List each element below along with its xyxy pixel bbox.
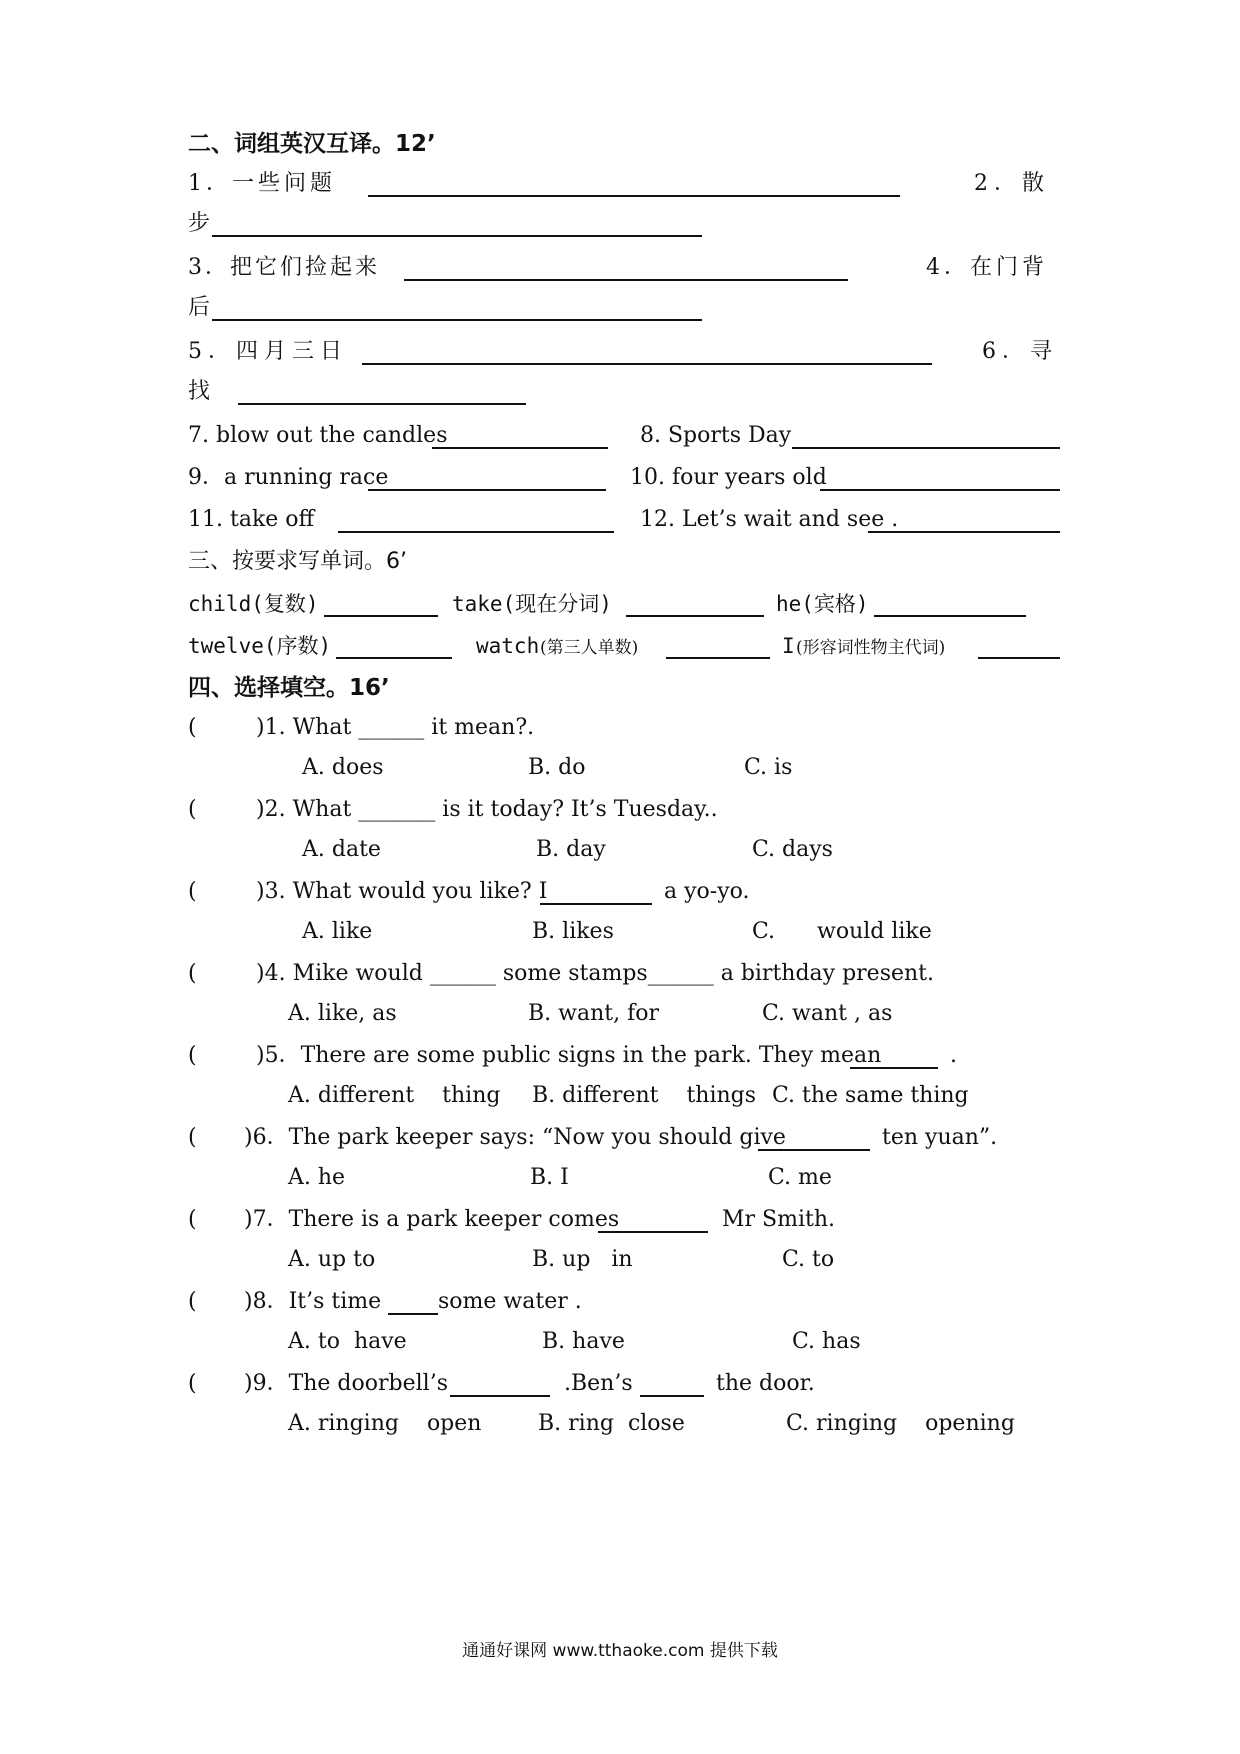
section4-title: 四、选择填空。16’ <box>188 675 390 701</box>
answer-blank-7[interactable] <box>432 447 608 449</box>
q7-text-end: Mr Smith. <box>722 1207 836 1232</box>
q1-option-a[interactable]: A. does <box>302 755 384 780</box>
q6-blank[interactable] <box>758 1149 870 1151</box>
s2-row-6 <box>188 372 1060 412</box>
answer-blank-watch[interactable] <box>666 657 770 659</box>
q7-blank[interactable] <box>598 1231 708 1233</box>
q4-options <box>188 994 1060 1034</box>
q8-options <box>188 1322 1060 1362</box>
question-9 <box>188 1364 1060 1404</box>
q1-options <box>188 748 1060 788</box>
item-10-text: 10. four years old <box>630 465 827 490</box>
s2-row-3 <box>188 248 1060 288</box>
question-3 <box>188 872 1060 912</box>
section2-title: 二、词组英汉互译。12’ <box>188 131 436 157</box>
q7-text: )7．There is a park keeper comes <box>244 1207 620 1232</box>
q4-option-b[interactable]: B. want, for <box>528 1001 660 1026</box>
q9-blank-2[interactable] <box>640 1395 704 1397</box>
question-1 <box>188 708 1060 748</box>
word-i-hint: (形容词性物主代词) <box>796 638 946 658</box>
q9-blank-1[interactable] <box>450 1395 550 1397</box>
q7-option-c[interactable]: C. to <box>782 1247 835 1272</box>
s2-row-5 <box>188 332 1060 372</box>
q6-option-a[interactable]: A. he <box>288 1165 346 1190</box>
question-4 <box>188 954 1060 994</box>
q2-option-c[interactable]: C. days <box>752 837 833 862</box>
q6-paren: ( <box>188 1125 197 1150</box>
question-7 <box>188 1200 1060 1240</box>
word-watch: watch <box>476 634 540 658</box>
answer-blank-2[interactable] <box>212 235 702 237</box>
item-4-text: 4．在门背 <box>926 255 1048 280</box>
q3-option-c[interactable]: C. would like <box>752 919 932 944</box>
q9-option-b[interactable]: B. ring close <box>538 1411 685 1436</box>
item-1-text: 1．一些问题 <box>188 171 336 196</box>
question-8 <box>188 1282 1060 1322</box>
answer-blank-take[interactable] <box>626 615 764 617</box>
s2-row-1 <box>188 164 1060 204</box>
q1-option-b[interactable]: B. do <box>528 755 586 780</box>
page-footer: 通通好课网 www.tthaoke.com 提供下载 <box>462 1641 778 1661</box>
q2-option-b[interactable]: B. day <box>536 837 606 862</box>
q8-text: )8．It’s time <box>244 1289 382 1314</box>
q6-option-c[interactable]: C. me <box>768 1165 832 1190</box>
s2-row-7 <box>188 416 1060 456</box>
answer-blank-twelve[interactable] <box>336 657 452 659</box>
question-2 <box>188 790 1060 830</box>
s2-row-4 <box>188 288 1060 328</box>
q7-option-b[interactable]: B. up in <box>532 1247 633 1272</box>
q6-options <box>188 1158 1060 1198</box>
q2-options <box>188 830 1060 870</box>
s3-row-2 <box>188 626 1060 666</box>
q6-text: )6．The park keeper says: “Now you should give <box>244 1125 786 1150</box>
q2-paren: ( <box>188 797 197 822</box>
q8-paren: ( <box>188 1289 197 1314</box>
q6-text-end: ten yuan”. <box>882 1125 998 1150</box>
q4-paren: ( <box>188 961 197 986</box>
answer-blank-1[interactable] <box>368 195 900 197</box>
word-watch-hint: (第三人单数) <box>540 638 639 658</box>
q9-options <box>188 1404 1060 1444</box>
s2-row-9 <box>188 500 1060 540</box>
q1-option-c[interactable]: C. is <box>744 755 793 780</box>
answer-blank-8[interactable] <box>792 447 1060 449</box>
s2-row-8 <box>188 458 1060 498</box>
q9-text: )9．The doorbell’s <box>244 1371 448 1396</box>
q8-blank[interactable] <box>388 1313 438 1315</box>
q2-option-a[interactable]: A. date <box>302 837 381 862</box>
item-2-text-cont: 步 <box>188 211 211 236</box>
q9-paren: ( <box>188 1371 197 1396</box>
answer-blank-10[interactable] <box>820 489 1060 491</box>
q9-text-mid: .Ben’s <box>564 1371 633 1396</box>
answer-blank-9[interactable] <box>368 489 606 491</box>
answer-blank-11[interactable] <box>338 531 614 533</box>
q3-option-b[interactable]: B. likes <box>532 919 614 944</box>
q5-option-b[interactable]: B. different things <box>532 1083 757 1108</box>
q8-option-a[interactable]: A. to have <box>288 1329 407 1354</box>
answer-blank-6[interactable] <box>238 403 526 405</box>
q4-option-c[interactable]: C. want , as <box>762 1001 893 1026</box>
item-2-text: 2．散 <box>974 171 1050 196</box>
q1-paren: ( <box>188 715 197 740</box>
q5-text-end: . <box>950 1043 957 1068</box>
word-he: he(宾格) <box>776 592 869 616</box>
answer-blank-12[interactable] <box>868 531 1060 533</box>
item-6-text-cont: 找 <box>188 379 211 404</box>
item-7-text: 7. blow out the candles <box>188 423 448 448</box>
word-take: take(现在分词) <box>452 592 612 616</box>
q8-option-b[interactable]: B. have <box>542 1329 625 1354</box>
item-3-text: 3．把它们捡起来 <box>188 255 380 280</box>
q3-option-a[interactable]: A. like <box>302 919 373 944</box>
section3-title: 三、按要求写单词。6’ <box>188 549 407 574</box>
item-6-text: 6．寻 <box>982 339 1058 364</box>
s2-row-2 <box>188 204 1060 244</box>
word-twelve: twelve(序数) <box>188 634 332 658</box>
item-5-text: 5．四月三日 <box>188 339 348 364</box>
q9-option-a[interactable]: A. ringing open <box>288 1411 482 1436</box>
item-9-text: 9．a running race <box>188 465 389 490</box>
question-5 <box>188 1036 1060 1076</box>
question-6 <box>188 1118 1060 1158</box>
q7-option-a[interactable]: A. up to <box>288 1247 376 1272</box>
q7-paren: ( <box>188 1207 197 1232</box>
word-i: I <box>782 634 795 658</box>
item-4-text-cont: 后 <box>188 295 211 320</box>
item-8-text: 8. Sports Day <box>640 423 792 448</box>
q1-text: )1. What ______ it mean?. <box>256 715 535 740</box>
q5-blank[interactable] <box>850 1067 938 1069</box>
q3-text-end: a yo-yo. <box>664 879 750 904</box>
q5-paren: ( <box>188 1043 197 1068</box>
q2-text: )2. What _______ is it today? It’s Tuesday.. <box>256 797 718 822</box>
q8-text-end: some water . <box>438 1289 582 1314</box>
item-12-text: 12. Let’s wait and see . <box>640 507 899 532</box>
q7-options <box>188 1240 1060 1280</box>
answer-blank-4[interactable] <box>212 319 702 321</box>
q9-option-c[interactable]: C. ringing opening <box>786 1411 1015 1436</box>
q4-option-a[interactable]: A. like, as <box>288 1001 397 1026</box>
answer-blank-5[interactable] <box>362 363 932 365</box>
q3-text: )3. What would you like? I <box>256 879 548 904</box>
q3-paren: ( <box>188 879 197 904</box>
q5-option-c[interactable]: C. the same thing <box>772 1083 969 1108</box>
answer-blank-i[interactable] <box>978 657 1060 659</box>
item-11-text: 11. take off <box>188 507 315 532</box>
q4-text: )4. Mike would ______ some stamps______ a birthday present. <box>256 961 935 986</box>
q5-options <box>188 1076 1060 1116</box>
answer-blank-3[interactable] <box>404 279 848 281</box>
q6-option-b[interactable]: B. I <box>530 1165 569 1190</box>
q8-option-c[interactable]: C. has <box>792 1329 861 1354</box>
answer-blank-child[interactable] <box>324 615 438 617</box>
word-child: child(复数) <box>188 592 319 616</box>
q5-option-a[interactable]: A. different thing <box>288 1083 501 1108</box>
q5-text: )5．There are some public signs in the park. They mean <box>256 1043 882 1068</box>
q3-blank[interactable] <box>540 903 652 905</box>
q9-text-end: the door. <box>716 1371 815 1396</box>
q3-options <box>188 912 1060 952</box>
s3-row-1 <box>188 584 1060 624</box>
answer-blank-he[interactable] <box>874 615 1026 617</box>
